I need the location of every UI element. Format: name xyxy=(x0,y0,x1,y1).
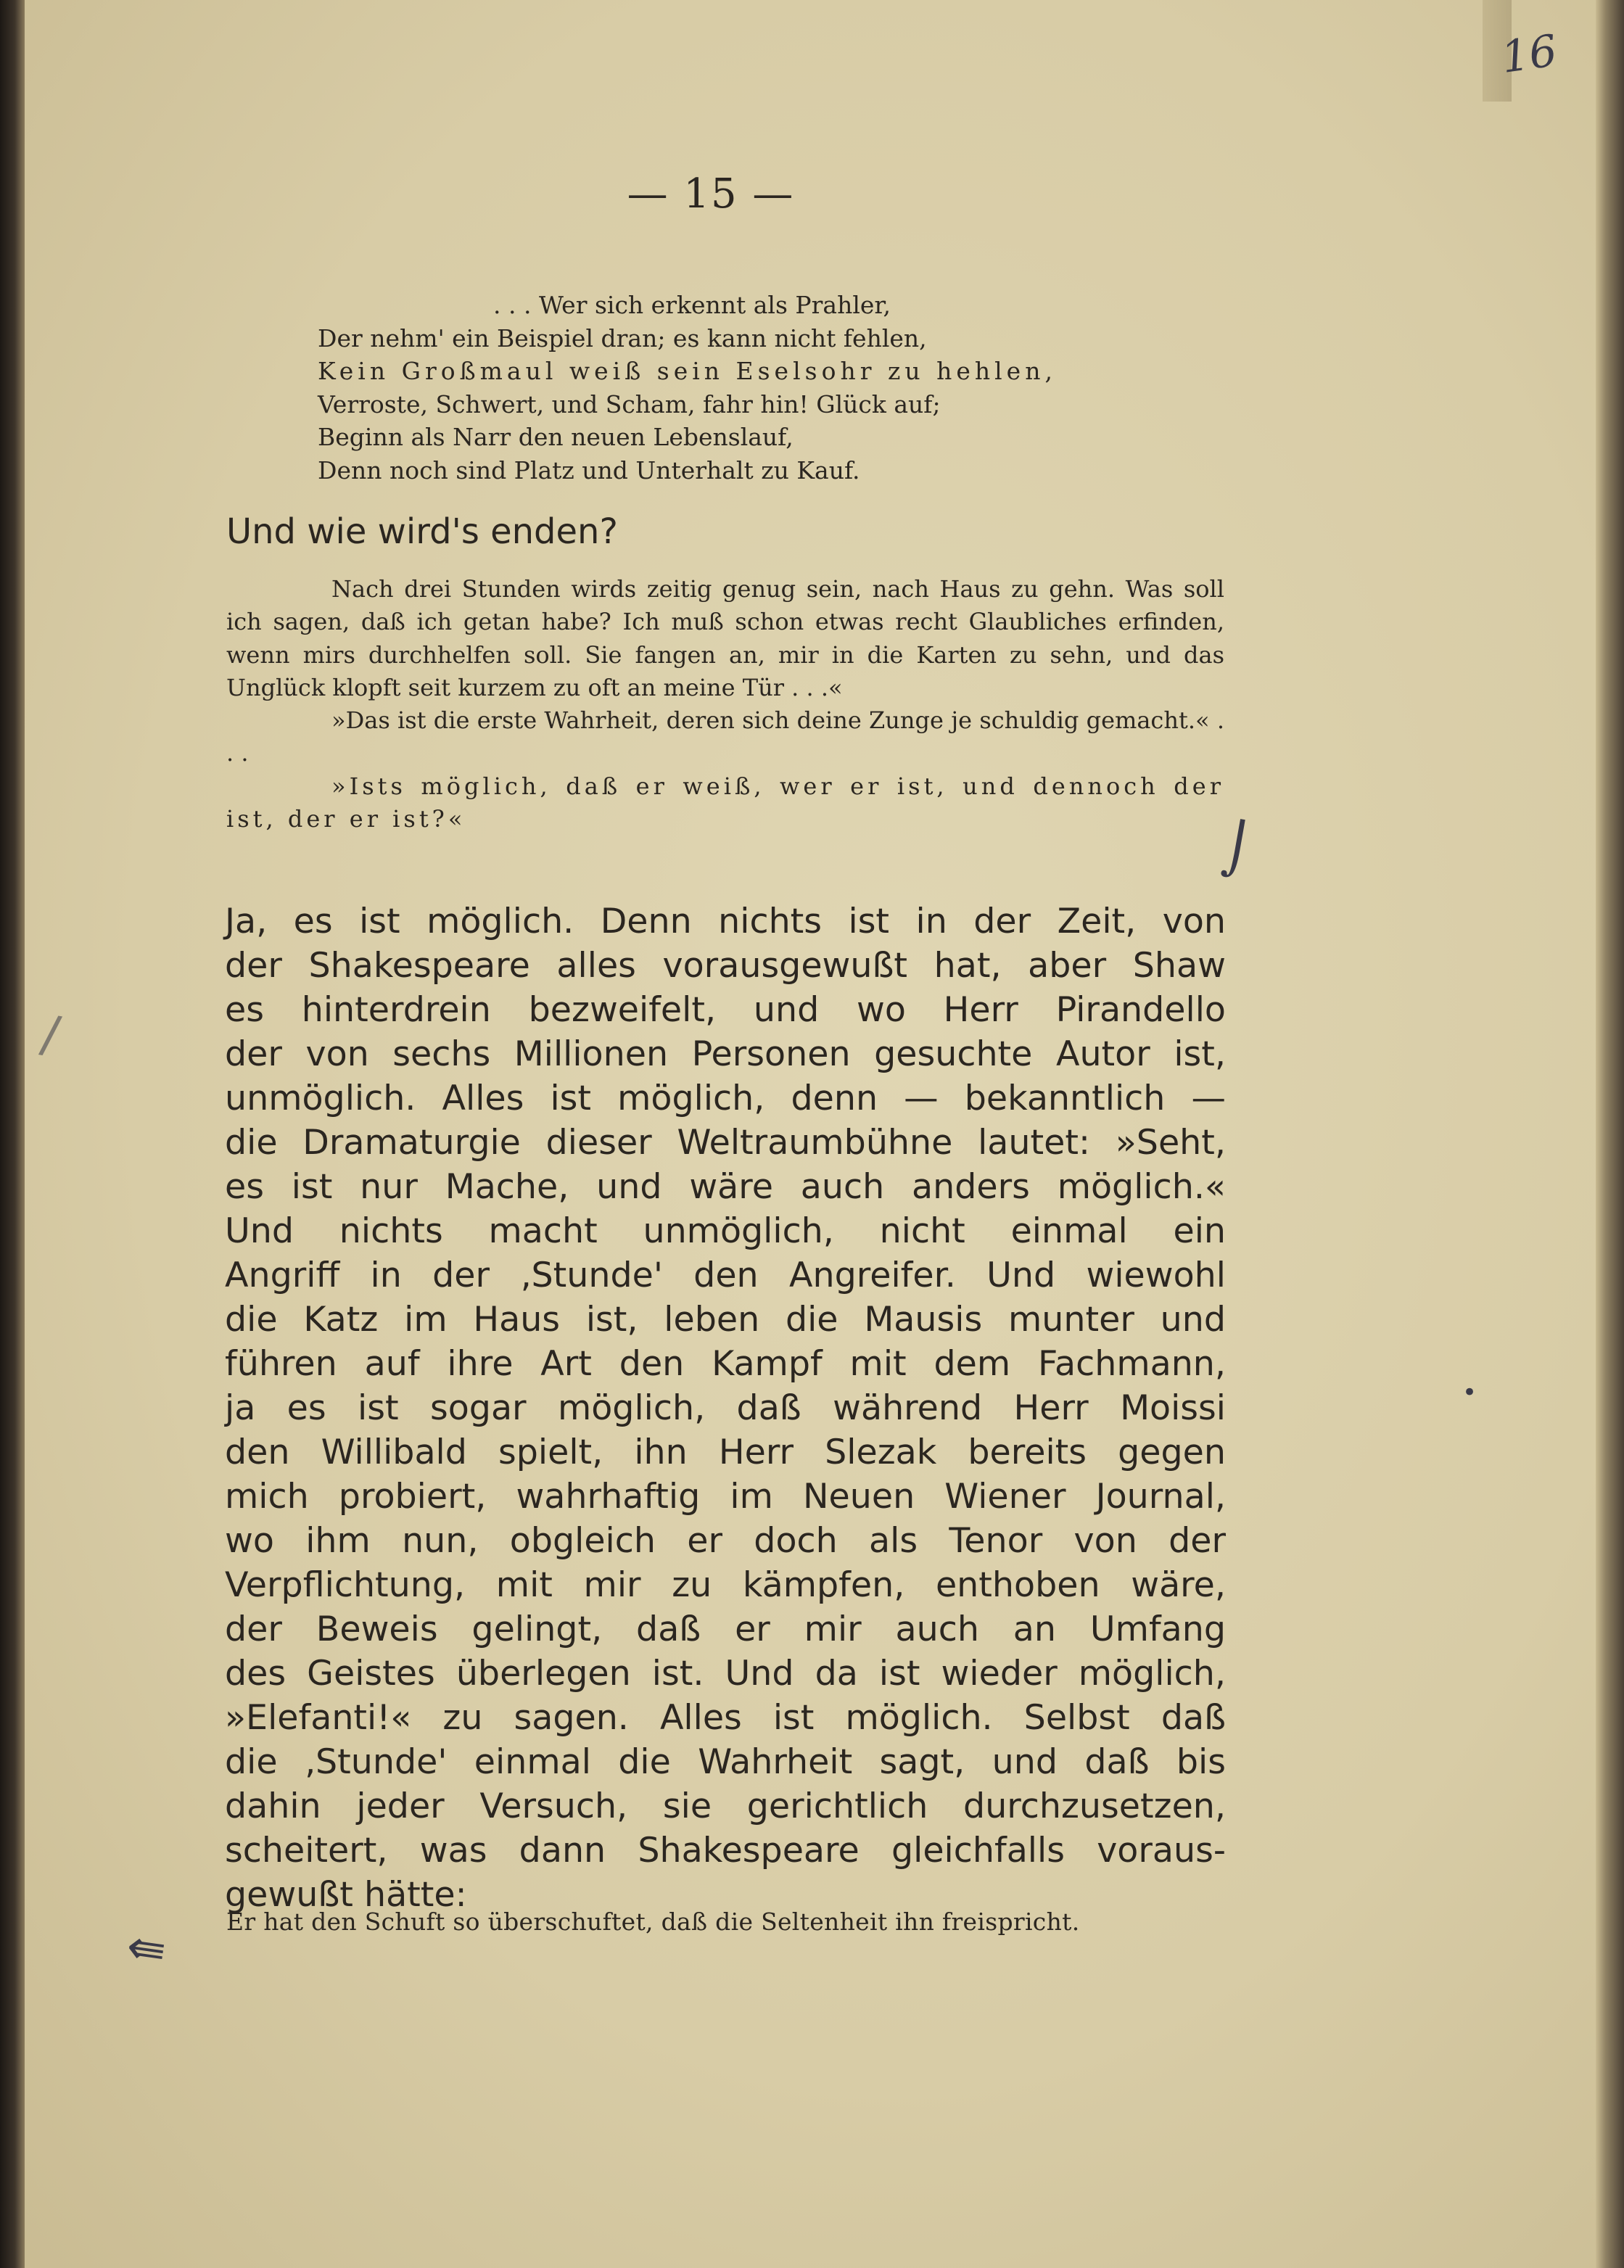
section-heading: Und wie wird's enden? xyxy=(226,511,618,552)
body-line: wo ihm nun, obgleich er doch als Tenor von der xyxy=(225,1521,1226,1561)
body-line: der von sechs Millionen Personen gesuchte Autor ist, xyxy=(225,1034,1226,1074)
body-line: mich probiert, wahrhaftig im Neuen Wiener Journal, xyxy=(225,1477,1226,1517)
verse-line: Verroste, Schwert, und Scham, fahr hin! Glück auf; xyxy=(318,389,941,418)
pencil-dot-mark-icon: • xyxy=(1462,1378,1477,1407)
verse-quote xyxy=(318,289,1275,487)
body-line: der Beweis gelingt, daß er mir auch an Umfang xyxy=(225,1609,1226,1649)
body-paragraph xyxy=(225,899,1226,1917)
body-line: dahin jeder Versuch, sie gerichtlich durchzusetzen, xyxy=(225,1786,1226,1826)
quote-block xyxy=(226,573,1224,836)
pencil-hook-mark-icon: ⌡ xyxy=(1219,817,1256,881)
archive-folio-number: 16 xyxy=(1498,25,1560,83)
pencil-slash-mark-icon: / xyxy=(37,1003,65,1065)
verse-line: Beginn als Narr den neuen Lebenslauf, xyxy=(318,423,794,451)
quote-paragraph: »Das ist die erste Wahrheit, deren sich deine Zunge je schuldig gemacht.« . . . xyxy=(226,706,1224,767)
book-binding-edge xyxy=(0,0,25,2268)
body-line: den Willibald spielt, ihn Herr Slezak bereits gegen xyxy=(225,1432,1226,1472)
body-line: unmöglich. Alles ist möglich, denn — bekanntlich — xyxy=(225,1079,1226,1118)
body-line: die ‚Stunde' einmal die Wahrheit sagt, und daß bis xyxy=(225,1742,1226,1782)
pencil-arrow-icon: ⇚ xyxy=(123,1919,170,1979)
verse-line: Der nehm' ein Beispiel dran; es kann nicht fehlen, xyxy=(318,323,927,352)
body-line: gewußt hätte: xyxy=(225,1875,467,1915)
verse-line: Denn noch sind Platz und Unterhalt zu Kauf. xyxy=(318,455,860,484)
body-line: ja es ist sogar möglich, daß während Herr Moissi xyxy=(225,1388,1226,1428)
body-line: es hinterdrein bezweifelt, und wo Herr Pirandello xyxy=(225,990,1226,1030)
quote-paragraph: Nach drei Stunden wirds zeitig genug sein, nach Haus zu gehn. Was soll ich sagen, daß ich getan habe? Ich muß schon etwas recht Glaubliches erfinden, wenn mirs durchhelfen soll. Sie fangen an, mir in die Karten zu sehn, und das Unglück klopft seit kurzem zu oft an meine Tür . . .« xyxy=(226,575,1224,701)
body-line: Verpflichtung, mit mir zu kämpfen, enthoben wäre, xyxy=(225,1565,1226,1605)
body-line: »Elefanti!« zu sagen. Alles ist möglich. Selbst daß xyxy=(225,1698,1226,1738)
body-line: es ist nur Mache, und wäre auch anders möglich.« xyxy=(225,1167,1226,1207)
body-line: scheitert, was dann Shakespeare gleichfalls voraus- xyxy=(225,1831,1226,1871)
page-number: — 15 — xyxy=(627,170,795,218)
body-line: der Shakespeare alles vorausgewußt hat, aber Shaw xyxy=(225,946,1226,986)
body-line: die Dramaturgie dieser Weltraumbühne lautet: »Seht, xyxy=(225,1123,1226,1163)
verse-line: . . . Wer sich erkennt als Prahler, xyxy=(493,291,891,319)
body-line: Angriff in der ‚Stunde' den Angreifer. Und wiewohl xyxy=(225,1255,1226,1295)
body-line: Ja, es ist möglich. Denn nichts ist in der Zeit, von xyxy=(225,902,1226,941)
cover-edge xyxy=(1596,0,1624,2268)
body-line: die Katz im Haus ist, leben die Mausis munter und xyxy=(225,1300,1226,1340)
body-line: führen auf ihre Art den Kampf mit dem Fachmann, xyxy=(225,1344,1226,1384)
body-line: Und nichts macht unmöglich, nicht einmal ein xyxy=(225,1211,1226,1251)
quote-paragraph: »Ists möglich, daß er weiß, wer er ist, und dennoch der ist, der er ist?« xyxy=(226,772,1224,833)
body-line: des Geistes überlegen ist. Und da ist wieder möglich, xyxy=(225,1654,1226,1694)
closing-quote-line: Er hat den Schuft so überschuftet, daß die Seltenheit ihn freispricht. xyxy=(226,1908,1080,1936)
verse-line: Kein Großmaul weiß sein Eselsohr zu hehlen, xyxy=(318,357,1057,385)
